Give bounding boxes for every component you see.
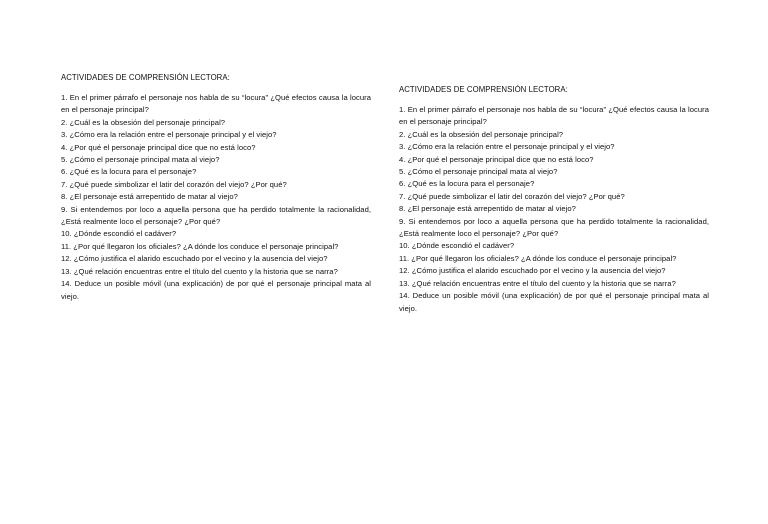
question-item: 7. ¿Qué puede simbolizar el latir del corazón del viejo? ¿Por qué? — [61, 179, 287, 189]
question-item: 8. ¿El personaje está arrepentido de matar al viejo? — [61, 192, 238, 202]
question-item: 10. ¿Dónde escondió el cadáver? — [399, 241, 515, 251]
question-item: 5. ¿Cómo el personaje principal mata al viejo? — [61, 155, 220, 165]
question-item: 10. ¿Dónde escondió el cadáver? — [61, 229, 177, 239]
question-item: 5. ¿Cómo el personaje principal mata al viejo? — [399, 167, 558, 177]
question-item: 12. ¿Cómo justifica el alarido escuchado por el vecino y la ausencia del viejo? — [61, 254, 328, 264]
question-item: 11. ¿Por qué llegaron los oficiales? ¿A dónde los conduce el personaje principal? — [61, 241, 339, 251]
question-item: 7. ¿Qué puede simbolizar el latir del corazón del viejo? ¿Por qué? — [399, 191, 625, 201]
worksheet-title: ACTIVIDADES DE COMPRENSIÓN LECTORA: — [61, 73, 230, 82]
question-item: 13. ¿Qué relación encuentras entre el título del cuento y la historia que se narra? — [399, 278, 676, 288]
question-item: 13. ¿Qué relación encuentras entre el título del cuento y la historia que se narra? — [61, 266, 338, 276]
question-item: 3. ¿Cómo era la relación entre el personaje principal y el viejo? — [61, 130, 277, 140]
question-item: 1. En el primer párrafo el personaje nos habla de su “locura” ¿Qué efectos causa la locura en el personaje principal? — [399, 105, 709, 127]
worksheet-title: ACTIVIDADES DE COMPRENSIÓN LECTORA: — [399, 85, 568, 94]
question-item: 3. ¿Cómo era la relación entre el personaje principal y el viejo? — [399, 142, 615, 152]
question-item: 12. ¿Cómo justifica el alarido escuchado por el vecino y la ausencia del viejo? — [399, 266, 666, 276]
question-item: 2. ¿Cuál es la obsesión del personaje principal? — [399, 129, 564, 139]
question-item: 14. Deduce un posible móvil (una explicación) de por qué el personaje principal mata al viejo. — [61, 279, 371, 301]
question-item: 2. ¿Cuál es la obsesión del personaje principal? — [61, 117, 226, 127]
question-list — [399, 104, 709, 315]
question-item: 11. ¿Por qué llegaron los oficiales? ¿A dónde los conduce el personaje principal? — [399, 253, 677, 263]
worksheet-left — [61, 72, 371, 303]
question-item: 4. ¿Por qué el personaje principal dice que no está loco? — [399, 154, 594, 164]
question-item: 9. Si entendemos por loco a aquella persona que ha perdido totalmente la racionalidad, ¿Está realmente loco el personaje? ¿Por qué? — [61, 204, 371, 227]
question-item: 8. ¿El personaje está arrepentido de matar al viejo? — [399, 204, 576, 214]
worksheet-right — [399, 84, 709, 315]
question-item: 4. ¿Por qué el personaje principal dice que no está loco? — [61, 142, 256, 152]
question-item: 9. Si entendemos por loco a aquella persona que ha perdido totalmente la racionalidad, ¿Está realmente loco el personaje? ¿Por qué? — [399, 216, 709, 239]
question-list — [61, 92, 371, 303]
question-item: 14. Deduce un posible móvil (una explicación) de por qué el personaje principal mata al viejo. — [399, 291, 709, 313]
question-item: 1. En el primer párrafo el personaje nos habla de su “locura” ¿Qué efectos causa la locura en el personaje principal? — [61, 93, 371, 115]
question-item: 6. ¿Qué es la locura para el personaje? — [399, 179, 535, 189]
question-item: 6. ¿Qué es la locura para el personaje? — [61, 167, 197, 177]
